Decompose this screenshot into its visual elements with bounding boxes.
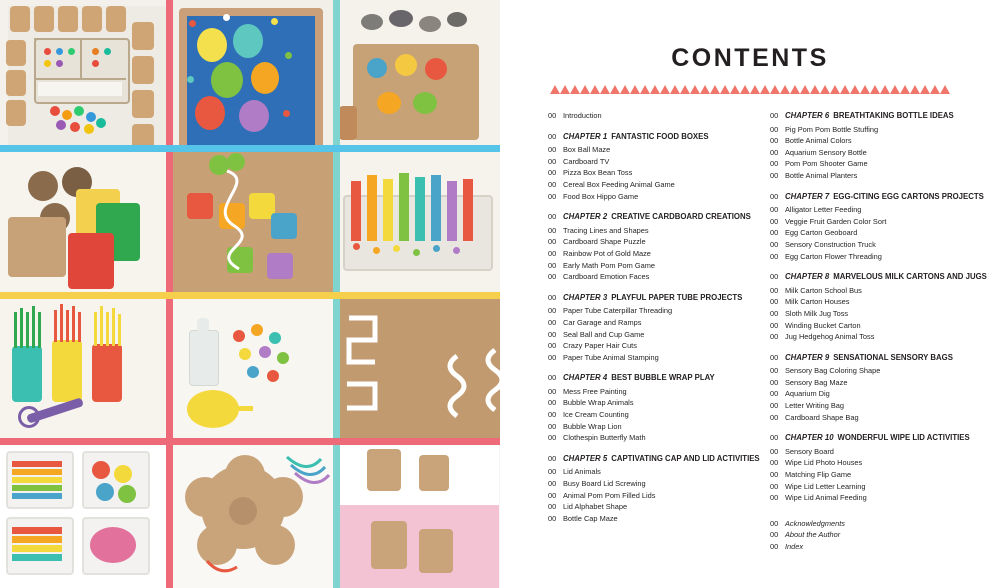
toc-entry-label: Cardboard Shape Puzzle bbox=[563, 237, 646, 247]
toc-entry[interactable] bbox=[548, 466, 754, 478]
toc-chapter-number: CHAPTER 7 bbox=[785, 191, 830, 201]
toc-entry-label: Cardboard Shape Bag bbox=[785, 412, 859, 422]
toc-entry-label: Sensory Bag Coloring Shape bbox=[785, 366, 881, 376]
toc-entry[interactable] bbox=[770, 457, 976, 469]
wavy-lines-icon bbox=[333, 294, 500, 441]
toc-chapter-entry[interactable] bbox=[770, 352, 976, 364]
toc-page-number: 00 bbox=[770, 228, 779, 238]
toc-entry-label: WONDERFUL WIPE LID ACTIVITIES bbox=[837, 433, 970, 443]
toc-entry-label: Milk Carton Houses bbox=[785, 297, 850, 307]
toc-chapter-entry[interactable] bbox=[770, 432, 976, 444]
toc-entry[interactable] bbox=[770, 541, 976, 553]
toc-entry[interactable] bbox=[548, 490, 754, 502]
toc-entry-label: Jug Hedgehog Animal Toss bbox=[785, 332, 875, 342]
toc-page-number: 00 bbox=[548, 145, 557, 155]
toc-page-number: 00 bbox=[548, 479, 557, 489]
toc-entry[interactable] bbox=[770, 216, 976, 228]
toc-chapter-entry[interactable] bbox=[770, 191, 984, 203]
toc-entry-label: Box Ball Maze bbox=[563, 145, 611, 155]
toc-page-number: 00 bbox=[770, 352, 779, 362]
toc-chapter-entry[interactable] bbox=[548, 131, 754, 143]
toc-page-number: 00 bbox=[770, 308, 779, 318]
toc-entry[interactable] bbox=[770, 529, 976, 541]
toc-chapter-number: CHAPTER 5 bbox=[563, 453, 608, 463]
zigzag-divider-icon bbox=[550, 85, 950, 94]
toc-entry-label: Milk Carton School Bus bbox=[785, 285, 862, 295]
toc-page-number: 00 bbox=[770, 542, 779, 551]
frame-line-horizontal-3 bbox=[0, 438, 500, 445]
toc-page-number: 00 bbox=[548, 386, 557, 396]
toc-page-number: 00 bbox=[548, 168, 557, 178]
toc-page-number: 00 bbox=[770, 272, 779, 282]
toc-page-number: 00 bbox=[548, 373, 557, 383]
toc-entry[interactable] bbox=[770, 170, 976, 182]
toc-entry-label: Pizza Box Bean Toss bbox=[563, 168, 633, 178]
toc-entry-label: Paper Tube Caterpillar Threading bbox=[563, 306, 673, 316]
photo-monster-pom-pom-box bbox=[167, 0, 334, 147]
toc-entry[interactable] bbox=[770, 365, 976, 377]
toc-page-number: 00 bbox=[770, 433, 779, 443]
toc-page-number: 00 bbox=[770, 216, 779, 226]
toc-page-number: 00 bbox=[548, 306, 557, 316]
toc-entry[interactable] bbox=[770, 227, 976, 239]
toc-chapter-number: CHAPTER 9 bbox=[785, 352, 830, 362]
toc-page-number: 00 bbox=[548, 421, 557, 431]
threading-string-icon bbox=[167, 147, 334, 294]
toc-entry-label: Lid Alphabet Shape bbox=[563, 502, 628, 512]
toc-entry-label: CAPTIVATING CAP AND LID ACTIVITIES bbox=[611, 453, 760, 463]
toc-page-number: 00 bbox=[770, 124, 779, 134]
toc-entry-label: Egg Carton Flower Threading bbox=[785, 251, 882, 261]
photo-rocks-and-tubes-tray bbox=[333, 0, 500, 147]
toc-entry-label: Pom Pom Shooter Game bbox=[785, 159, 868, 169]
toc-page-number: 00 bbox=[770, 446, 779, 456]
toc-page-number: 00 bbox=[770, 285, 779, 295]
toc-column-left bbox=[548, 110, 760, 553]
toc-entry[interactable] bbox=[548, 144, 754, 156]
toc-page-number: 00 bbox=[770, 530, 779, 540]
toc-entry[interactable] bbox=[548, 305, 754, 317]
toc-page-number: 00 bbox=[770, 518, 779, 528]
toc-entry[interactable] bbox=[548, 191, 754, 203]
toc-columns bbox=[500, 94, 1000, 553]
toc-page-number: 00 bbox=[548, 272, 557, 282]
toc-page-number: 00 bbox=[770, 377, 779, 387]
toc-page-number: 00 bbox=[770, 493, 779, 503]
toc-entry-label: EGG-CITING EGG CARTONS PROJECTS bbox=[833, 191, 984, 201]
toc-entry[interactable] bbox=[770, 285, 976, 297]
photo-rainbow-cap-sort bbox=[333, 147, 500, 294]
toc-entry-label: Cereal Box Feeding Animal Game bbox=[563, 179, 675, 189]
photo-wavy-line-tracing bbox=[333, 294, 500, 441]
toc-entry-label: Animal Pom Pom Filled Lids bbox=[563, 490, 656, 500]
toc-entry-label: Sloth Milk Jug Toss bbox=[785, 308, 849, 318]
toc-page-number: 00 bbox=[770, 401, 779, 411]
toc-entry[interactable] bbox=[770, 377, 976, 389]
toc-entry-label: BREATHTAKING BOTTLE IDEAS bbox=[833, 111, 954, 120]
toc-entry-label: PLAYFUL PAPER TUBE PROJECTS bbox=[611, 292, 743, 302]
photo-flower-lid-activity bbox=[167, 441, 334, 588]
toc-entry-label: Letter Writing Bag bbox=[785, 401, 845, 411]
toc-entry[interactable] bbox=[770, 331, 976, 343]
toc-page-number: 00 bbox=[770, 159, 779, 169]
toc-entry-label: CREATIVE CARDBOARD CREATIONS bbox=[611, 212, 751, 222]
toc-entry[interactable] bbox=[770, 388, 976, 400]
toc-entry[interactable] bbox=[770, 446, 976, 458]
toc-entry[interactable] bbox=[548, 386, 754, 398]
toc-chapter-entry[interactable] bbox=[548, 372, 754, 384]
toc-page-number: 00 bbox=[548, 248, 557, 258]
toc-entry-label: Bottle Animal Colors bbox=[785, 136, 852, 146]
toc-entry[interactable] bbox=[548, 478, 754, 490]
toc-page-number: 00 bbox=[548, 490, 557, 500]
toc-page-number: 00 bbox=[770, 412, 779, 422]
toc-entry[interactable] bbox=[770, 204, 976, 216]
toc-entry[interactable] bbox=[770, 296, 976, 308]
toc-page-number: 00 bbox=[548, 352, 557, 362]
toc-entry-label: Food Box Hippo Game bbox=[563, 191, 639, 201]
toc-entry[interactable] bbox=[548, 340, 754, 352]
toc-page-number: 00 bbox=[770, 191, 779, 201]
toc-entry-label: About the Author bbox=[785, 530, 841, 540]
toc-entry-label: MARVELOUS MILK CARTONS AND JUGS bbox=[833, 272, 987, 282]
frame-line-horizontal-1 bbox=[0, 145, 500, 152]
toc-entry[interactable] bbox=[548, 397, 754, 409]
photo-tubes-and-paper bbox=[0, 147, 167, 294]
toc-entry[interactable] bbox=[548, 225, 754, 237]
toc-entry-label: Cardboard TV bbox=[563, 156, 610, 166]
toc-chapter-entry[interactable] bbox=[770, 271, 987, 283]
contents-page bbox=[500, 0, 1000, 588]
toc-entry-label: Sensory Construction Truck bbox=[785, 239, 876, 249]
toc-entry[interactable] bbox=[770, 320, 976, 332]
toc-entry[interactable] bbox=[548, 236, 754, 248]
toc-entry[interactable] bbox=[770, 400, 976, 412]
photo-bottle-and-pompoms bbox=[167, 294, 334, 441]
toc-entry[interactable] bbox=[770, 239, 976, 251]
toc-page-number: 00 bbox=[548, 225, 557, 235]
toc-entry-label: Ice Cream Counting bbox=[563, 410, 629, 420]
photo-sensory-bags bbox=[0, 441, 167, 588]
toc-chapter-number: CHAPTER 6 bbox=[785, 111, 830, 120]
toc-page-number: 00 bbox=[548, 317, 557, 327]
toc-chapter-entry[interactable] bbox=[548, 292, 754, 304]
toc-page-number: 00 bbox=[548, 292, 557, 302]
toc-page-number: 00 bbox=[770, 147, 779, 157]
photo-paper-hair-cuts bbox=[0, 294, 167, 441]
toc-chapter-number: CHAPTER 3 bbox=[563, 292, 608, 302]
toc-entry-label: Sensory Board bbox=[785, 446, 834, 456]
toc-entry[interactable] bbox=[770, 308, 976, 320]
toc-entry-label: Egg Carton Geoboard bbox=[785, 228, 858, 238]
photo-row-4 bbox=[0, 441, 500, 588]
toc-page-number: 00 bbox=[548, 329, 557, 339]
toc-entry-label: Tracing Lines and Shapes bbox=[563, 225, 649, 235]
photo-row-3 bbox=[0, 294, 500, 441]
toc-entry[interactable] bbox=[770, 147, 976, 159]
toc-entry-label: Wipe Lid Letter Learning bbox=[785, 481, 866, 491]
toc-page-number: 00 bbox=[770, 458, 779, 468]
toc-page-number: 00 bbox=[770, 170, 779, 180]
toc-entry[interactable] bbox=[548, 501, 754, 513]
toc-entry[interactable] bbox=[548, 329, 754, 341]
toc-chapter-entry[interactable] bbox=[548, 211, 754, 223]
toc-entry[interactable] bbox=[770, 492, 976, 504]
toc-page-number: 00 bbox=[770, 389, 779, 399]
toc-entry[interactable] bbox=[548, 156, 754, 168]
toc-page-number: 00 bbox=[770, 111, 779, 120]
toc-entry-label: Veggie Fruit Garden Color Sort bbox=[785, 216, 887, 226]
toc-page-number: 00 bbox=[548, 111, 557, 120]
toc-page-number: 00 bbox=[548, 398, 557, 408]
toc-entry[interactable] bbox=[770, 481, 976, 493]
toc-entry-label: Lid Animals bbox=[563, 467, 601, 477]
toc-page-number: 00 bbox=[548, 131, 557, 141]
toc-page-number: 00 bbox=[770, 470, 779, 480]
toc-entry-label: Paper Tube Animal Stamping bbox=[563, 352, 659, 362]
toc-entry-label: Crazy Paper Hair Cuts bbox=[563, 341, 637, 351]
toc-page-number: 00 bbox=[548, 237, 557, 247]
toc-entry-label: SENSATIONAL SENSORY BAGS bbox=[833, 352, 953, 362]
toc-entry-label: Mess Free Painting bbox=[563, 386, 627, 396]
toc-entry-label: Winding Bucket Carton bbox=[785, 320, 861, 330]
toc-entry-label: FANTASTIC FOOD BOXES bbox=[611, 131, 709, 141]
toc-entry[interactable] bbox=[770, 135, 976, 147]
toc-page-number: 00 bbox=[548, 433, 557, 443]
toc-entry-label: Aquarium Sensory Bottle bbox=[785, 147, 867, 157]
toc-page-number: 00 bbox=[548, 513, 557, 523]
toc-entry[interactable] bbox=[548, 110, 754, 122]
toc-page-number: 00 bbox=[548, 212, 557, 222]
toc-chapter-number: CHAPTER 4 bbox=[563, 373, 608, 383]
pipe-cleaners-icon bbox=[167, 441, 334, 588]
toc-entry-label: Bottle Cap Maze bbox=[563, 513, 618, 523]
toc-entry[interactable] bbox=[770, 469, 976, 481]
toc-entry[interactable] bbox=[548, 271, 754, 283]
toc-page-number: 00 bbox=[770, 332, 779, 342]
toc-chapter-number: CHAPTER 10 bbox=[785, 433, 834, 443]
toc-entry-label: Cardboard Emotion Faces bbox=[563, 272, 650, 282]
toc-page-number: 00 bbox=[548, 502, 557, 512]
toc-entry-label: Aquarium Dig bbox=[785, 389, 830, 399]
toc-page-number: 00 bbox=[548, 191, 557, 201]
toc-page-number: 00 bbox=[548, 467, 557, 477]
toc-page-number: 00 bbox=[548, 410, 557, 420]
toc-entry[interactable] bbox=[548, 179, 754, 191]
toc-chapter-number: CHAPTER 1 bbox=[563, 131, 608, 141]
toc-page-number: 00 bbox=[770, 136, 779, 146]
toc-entry-label: Early Math Pom Pom Game bbox=[563, 260, 656, 270]
toc-entry-label: Pig Pom Pom Bottle Stuffing bbox=[785, 124, 879, 134]
toc-page-number: 00 bbox=[770, 205, 779, 215]
toc-entry[interactable] bbox=[770, 251, 976, 263]
toc-page-number: 00 bbox=[548, 260, 557, 270]
toc-page-number: 00 bbox=[548, 179, 557, 189]
toc-entry[interactable] bbox=[770, 412, 976, 424]
toc-entry-label: Bubble Wrap Animals bbox=[563, 398, 634, 408]
toc-entry-label: BEST BUBBLE WRAP PLAY bbox=[611, 373, 715, 383]
photo-row-2 bbox=[0, 147, 500, 294]
toc-chapter-entry[interactable] bbox=[770, 110, 976, 122]
toc-entry[interactable] bbox=[548, 432, 754, 444]
toc-entry[interactable] bbox=[548, 409, 754, 421]
toc-entry-label: Introduction bbox=[563, 111, 602, 120]
page-title: CONTENTS bbox=[671, 44, 829, 72]
toc-entry-label: Car Garage and Ramps bbox=[563, 317, 642, 327]
toc-entry[interactable] bbox=[770, 124, 976, 136]
toc-entry[interactable] bbox=[548, 248, 754, 260]
toc-entry[interactable] bbox=[548, 167, 754, 179]
photo-tubes-on-pink bbox=[333, 441, 500, 588]
toc-entry[interactable] bbox=[548, 317, 754, 329]
toc-entry[interactable] bbox=[548, 352, 754, 364]
photo-caterpillar-threading bbox=[167, 147, 334, 294]
toc-chapter-number: CHAPTER 2 bbox=[563, 212, 608, 222]
toc-page-number: 00 bbox=[770, 366, 779, 376]
toc-entry[interactable] bbox=[770, 518, 976, 530]
toc-page-number: 00 bbox=[770, 297, 779, 307]
toc-page-number: 00 bbox=[548, 341, 557, 351]
toc-entry[interactable] bbox=[548, 421, 754, 433]
toc-entry-label: Alligator Letter Feeding bbox=[785, 205, 862, 215]
frame-line-horizontal-2 bbox=[0, 292, 500, 299]
toc-entry[interactable] bbox=[548, 513, 754, 525]
toc-entry-label: Rainbow Pot of Gold Maze bbox=[563, 248, 651, 258]
toc-entry[interactable] bbox=[770, 158, 976, 170]
toc-entry-label: Matching Flip Game bbox=[785, 470, 852, 480]
toc-column-right bbox=[770, 110, 987, 553]
toc-page-number: 00 bbox=[770, 320, 779, 330]
photo-row-1 bbox=[0, 0, 500, 147]
toc-page-number: 00 bbox=[770, 251, 779, 261]
toc-page-number: 00 bbox=[548, 156, 557, 166]
toc-entry-label: Index bbox=[785, 542, 804, 551]
toc-chapter-entry[interactable] bbox=[548, 453, 760, 465]
toc-entry-label: Sensory Bag Maze bbox=[785, 377, 848, 387]
toc-entry-label: Seal Ball and Cup Game bbox=[563, 329, 645, 339]
toc-page-number: 00 bbox=[770, 239, 779, 249]
toc-entry[interactable] bbox=[548, 260, 754, 272]
photo-math-counting-board bbox=[0, 0, 167, 147]
toc-entry-label: Acknowledgments bbox=[785, 518, 845, 528]
toc-entry-label: Clothespin Butterfly Math bbox=[563, 433, 646, 443]
toc-entry-label: Wipe Lid Animal Feeding bbox=[785, 493, 867, 503]
toc-page-number: 00 bbox=[548, 453, 557, 463]
toc-entry-label: Busy Board Lid Screwing bbox=[563, 479, 646, 489]
toc-page-number: 00 bbox=[770, 481, 779, 491]
toc-entry-label: Bottle Animal Planters bbox=[785, 170, 858, 180]
toc-entry-label: Bubble Wrap Lion bbox=[563, 421, 622, 431]
toc-entry-label: Wipe Lid Photo Houses bbox=[785, 458, 863, 468]
toc-chapter-number: CHAPTER 8 bbox=[785, 272, 830, 282]
